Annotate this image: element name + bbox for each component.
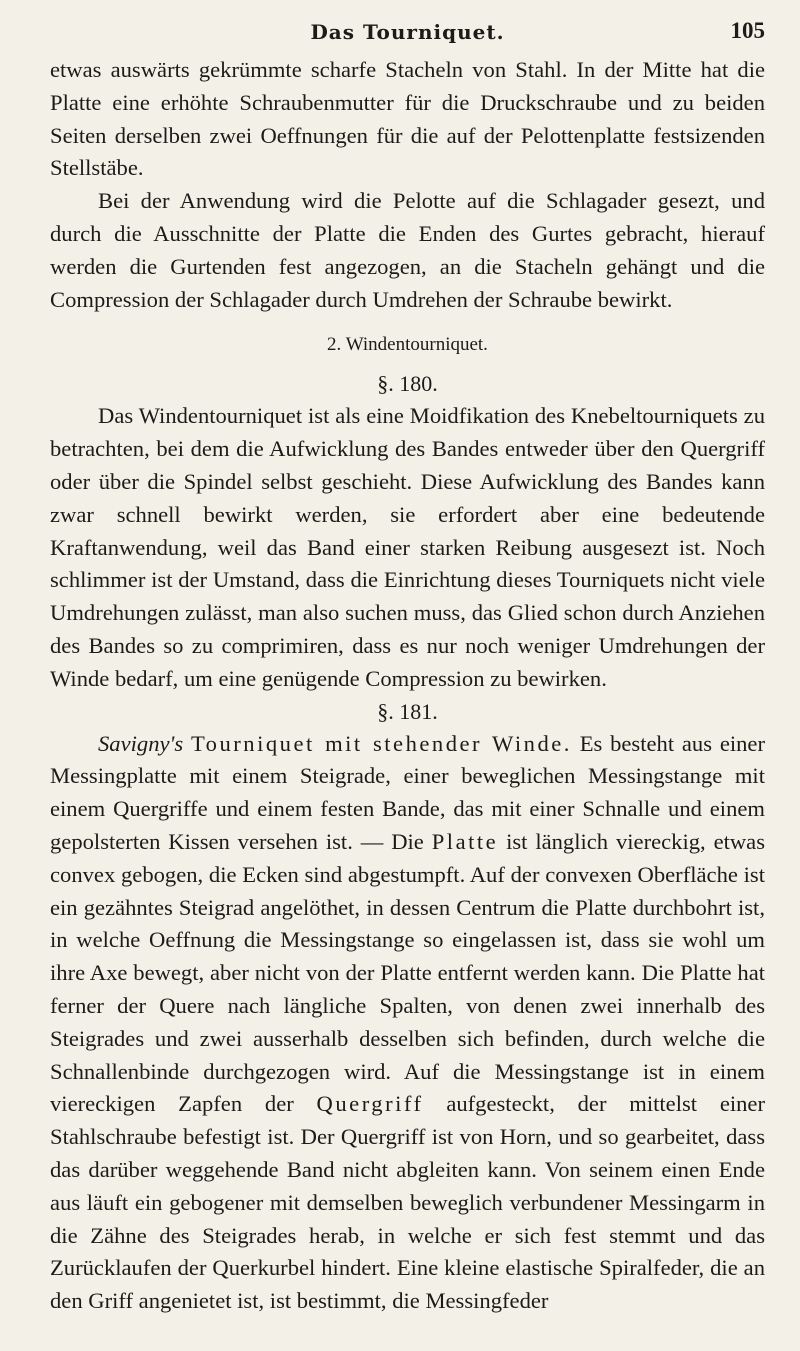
paragraph-2: Bei der Anwendung wird die Pelotte auf die Schlagader gesezt, und durch die Ausschnitte der Platte die Enden des Gurtes gebracht, hierauf werden die Gurtenden fest angezogen, an die Stacheln gehängt und die Compression der Schlagader durch Umdrehen der Schraube bewirkt. [50, 188, 765, 312]
running-title: Das Tourniquet. [310, 20, 505, 44]
paragraph-4-part-c: aufgesteckt, der mittelst einer Stahlschraube befestigt ist. Der Quergriff ist von Horn, und so gearbeitet, dass das darüber weggehende Band nicht abgleiten kann. Von seinem einen Ende aus läuft ein gebogener mit demselben beweglich verbundener Messingarm in die Zähne des Steigrades herab, in welche er sich fest stemmt und das Zurücklaufen der Querkurbel hindert. Eine kleine elastische Spiralfeder, die an den Griff angenietet ist, ist bestimmt, die Messingfeder [50, 1091, 765, 1314]
running-head [50, 10, 765, 54]
paragraph-1: etwas auswärts gekrümmte scharfe Stacheln von Stahl. In der Mitte hat die Platte eine erhöhte Schraubenmutter für die Druckschraube und zu beiden Seiten derselben zwei Oeffnungen für die auf der Pelottenplatte festsizenden Stellstäbe. [50, 57, 765, 181]
paragraph-4-part-b: ist länglich viereckig, etwas convex gebogen, die Ecken sind abgestumpft. Auf der convexen Oberfläche ist ein gezähntes Steigrad angelöthet, in dessen Centrum die Platte durchbohrt ist, in welche Oeffnung die Messingstange so eingelassen ist, dass sie wohl um ihre Axe bewegt, aber nicht von der Platte entfernt werden kann. Die Platte hat ferner der Quere nach längliche Spalten, von denen zwei innerhalb des Steigrades und zwei ausserhalb desselben sich befinden, durch welche die Schnallenbinde durchgezogen wird. Auf die Messingstange ist in einem viereckigen Zapfen der [50, 828, 766, 1117]
section-181: §. 181. [377, 698, 438, 724]
section-180: §. 180. [377, 371, 438, 397]
page-number: 105 [730, 18, 765, 43]
spaced-term-platte: Platte [431, 828, 499, 854]
page-body [50, 54, 765, 1318]
paragraph-3: Das Windentourniquet ist als eine Moidfikation des Knebeltourniquets zu betrachten, bei dem die Aufwicklung des Bandes entweder über den Quergriff oder über die Spindel selbst geschieht. Diese Aufwicklung des Bandes kann zwar schnell bewirkt werden, sie erfordert aber eine bedeutende Kraftanwendung, weil das Band einer starken Reibung ausgesezt ist. Noch schlimmer ist der Umstand, dass die Einrichtung dieses Tourniquets nicht viele Umdrehungen zulässt, man also suchen muss, das Glied schon durch Anziehen des Bandes so zu comprimiren, dass es nur noch weniger Umdrehungen der Winde bedarf, um eine genügende Compression zu bewirken. [50, 403, 765, 691]
spaced-title: Tourniquet mit stehender Winde. [190, 730, 572, 756]
paragraph-4 [50, 728, 765, 1318]
author-name: Savigny's [98, 730, 184, 756]
spaced-term-quergriff: Quergriff [316, 1091, 424, 1117]
paragraph-4-part-a: Es besteht aus einer Messingplatte mit einem Steigrade, einer beweglichen Messingstange mit einem Quergriffe und einem festen Bande, das mit einer Schnalle und einem gepolsterten Kissen versehen ist. — Die [50, 730, 765, 854]
subsection-heading: 2. Windentourniquet. [327, 334, 488, 356]
